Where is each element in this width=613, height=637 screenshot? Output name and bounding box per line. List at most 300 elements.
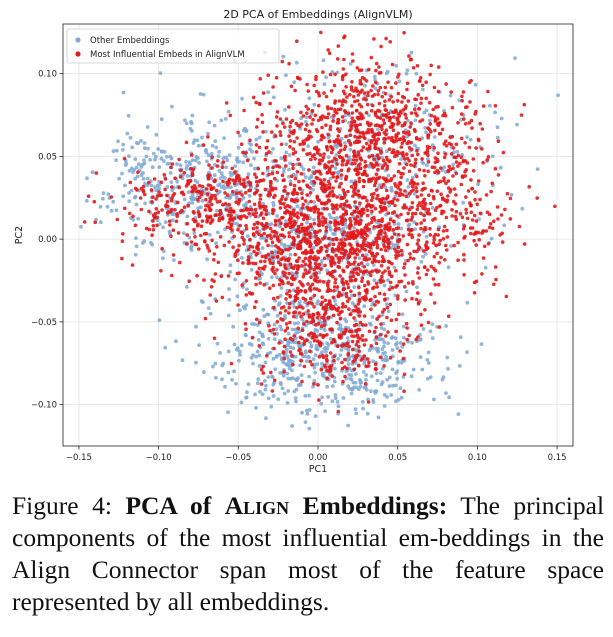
data-point xyxy=(265,354,269,358)
data-point xyxy=(457,154,461,158)
data-point xyxy=(329,260,333,264)
data-point xyxy=(262,178,266,182)
data-point xyxy=(135,203,139,207)
data-point xyxy=(390,86,394,90)
data-point xyxy=(364,323,368,327)
data-point xyxy=(293,295,297,299)
data-point xyxy=(414,161,418,165)
data-point xyxy=(351,247,355,251)
data-point xyxy=(417,233,421,237)
data-point xyxy=(307,313,311,317)
data-point xyxy=(282,351,286,355)
x-tick-label: 0.05 xyxy=(388,453,408,463)
data-point xyxy=(353,294,357,298)
data-point xyxy=(356,116,360,120)
data-point xyxy=(383,100,387,104)
data-point xyxy=(224,117,228,121)
data-point xyxy=(333,261,337,265)
data-point xyxy=(456,121,460,125)
data-point xyxy=(536,167,540,171)
data-point xyxy=(271,85,275,89)
data-point xyxy=(304,349,308,353)
data-point xyxy=(358,298,362,302)
data-point xyxy=(357,345,361,349)
data-point xyxy=(344,100,348,104)
data-point xyxy=(422,111,426,115)
data-point xyxy=(261,308,265,312)
data-point xyxy=(376,93,380,97)
data-point xyxy=(292,80,296,84)
data-point xyxy=(437,65,441,69)
data-point xyxy=(444,324,448,328)
data-point xyxy=(387,136,391,140)
data-point xyxy=(434,208,438,212)
data-point xyxy=(303,355,307,359)
data-point xyxy=(194,219,198,223)
data-point xyxy=(317,223,321,227)
data-point xyxy=(370,141,374,145)
data-point xyxy=(378,292,382,296)
data-point xyxy=(157,190,161,194)
data-point xyxy=(312,200,316,204)
data-point xyxy=(383,308,387,312)
data-point xyxy=(363,248,367,252)
data-point xyxy=(324,299,328,303)
data-point xyxy=(344,135,348,139)
data-point xyxy=(208,233,212,237)
data-point xyxy=(377,65,381,69)
data-point xyxy=(336,175,340,179)
data-point xyxy=(339,353,343,357)
data-point xyxy=(402,31,406,35)
data-point xyxy=(270,251,274,255)
data-point xyxy=(371,163,375,167)
data-point xyxy=(296,158,300,162)
data-point xyxy=(159,269,163,273)
data-point xyxy=(263,260,267,264)
data-point xyxy=(291,212,295,216)
data-point xyxy=(461,201,465,205)
data-point xyxy=(446,194,450,198)
data-point xyxy=(120,257,124,261)
data-point xyxy=(375,372,379,376)
data-point xyxy=(255,245,259,249)
data-point xyxy=(353,367,357,371)
data-point xyxy=(333,84,337,88)
data-point xyxy=(163,346,167,350)
data-point xyxy=(242,178,246,182)
data-point xyxy=(456,150,460,154)
data-point xyxy=(323,178,327,182)
data-point xyxy=(253,322,257,326)
data-point xyxy=(321,237,325,241)
data-point xyxy=(266,166,270,170)
data-point xyxy=(480,147,484,151)
data-point xyxy=(178,261,182,265)
data-point xyxy=(214,241,218,245)
data-point xyxy=(494,104,498,108)
data-point xyxy=(364,378,368,382)
data-point xyxy=(111,200,115,204)
data-point xyxy=(350,252,354,256)
data-point xyxy=(312,313,316,317)
data-point xyxy=(407,334,411,338)
data-point xyxy=(226,183,230,187)
data-point xyxy=(366,357,370,361)
data-point xyxy=(409,218,413,222)
data-point xyxy=(414,98,418,102)
data-point xyxy=(264,256,268,260)
data-point xyxy=(337,222,341,226)
data-point xyxy=(315,287,319,291)
data-point xyxy=(170,185,174,189)
data-point xyxy=(425,273,429,277)
data-point xyxy=(172,228,176,232)
data-point xyxy=(302,322,306,326)
data-point xyxy=(389,356,393,360)
data-point xyxy=(414,72,418,76)
data-point xyxy=(385,167,389,171)
data-point xyxy=(213,194,217,198)
data-point xyxy=(206,132,210,136)
data-point xyxy=(304,105,308,109)
data-point xyxy=(329,221,333,225)
data-point xyxy=(324,365,328,369)
data-point xyxy=(304,199,308,203)
data-point xyxy=(340,293,344,297)
data-point xyxy=(310,363,314,367)
data-point xyxy=(413,227,417,231)
data-point xyxy=(352,226,356,230)
data-point xyxy=(296,192,300,196)
data-point xyxy=(350,334,354,338)
data-point xyxy=(346,336,350,340)
data-point xyxy=(293,322,297,326)
data-point xyxy=(445,229,449,233)
data-point xyxy=(474,110,478,114)
data-point xyxy=(236,131,240,135)
data-point xyxy=(393,247,397,251)
data-point xyxy=(248,208,252,212)
data-point xyxy=(386,330,390,334)
data-point xyxy=(168,223,172,227)
data-point xyxy=(323,190,327,194)
data-point xyxy=(432,146,436,150)
data-point xyxy=(390,122,394,126)
data-point xyxy=(283,155,287,159)
data-point xyxy=(448,190,452,194)
data-point xyxy=(197,247,201,251)
data-point xyxy=(455,172,459,176)
data-point xyxy=(305,320,309,324)
data-point xyxy=(99,220,103,224)
caption-title-smallcaps: Align xyxy=(224,491,290,520)
data-point xyxy=(298,280,302,284)
data-point xyxy=(195,139,199,143)
data-point xyxy=(413,130,417,134)
data-point xyxy=(292,311,296,315)
data-point xyxy=(215,299,219,303)
data-point xyxy=(306,144,310,148)
data-point xyxy=(304,290,308,294)
data-point xyxy=(279,206,283,210)
data-point xyxy=(408,208,412,212)
data-point xyxy=(462,90,466,94)
data-point xyxy=(363,343,367,347)
data-point xyxy=(372,225,376,229)
data-point xyxy=(391,348,395,352)
data-point xyxy=(202,278,206,282)
data-point xyxy=(115,149,119,153)
caption-title-suffix: Embeddings: xyxy=(302,491,448,520)
data-point xyxy=(441,128,445,132)
data-point xyxy=(496,217,500,221)
data-point xyxy=(379,116,383,120)
data-point xyxy=(176,201,180,205)
data-point xyxy=(334,179,338,183)
data-point xyxy=(215,189,219,193)
data-point xyxy=(351,59,355,63)
data-point xyxy=(289,139,293,143)
data-point xyxy=(353,256,357,260)
data-point xyxy=(390,125,394,129)
data-point xyxy=(410,51,414,55)
data-point xyxy=(229,114,233,118)
data-point xyxy=(288,289,292,293)
data-point xyxy=(364,382,368,386)
data-point xyxy=(253,172,257,176)
data-point xyxy=(339,333,343,337)
data-point xyxy=(152,214,156,218)
data-point xyxy=(292,147,296,151)
data-point xyxy=(395,135,399,139)
data-point xyxy=(447,186,451,190)
data-point xyxy=(190,185,194,189)
data-point xyxy=(307,355,311,359)
data-point xyxy=(365,199,369,203)
x-tick-label: −0.05 xyxy=(225,453,252,463)
data-point xyxy=(235,250,239,254)
data-point xyxy=(472,157,476,161)
data-point xyxy=(343,365,347,369)
data-point xyxy=(460,183,464,187)
data-point xyxy=(374,81,378,85)
data-point xyxy=(248,189,252,193)
data-point xyxy=(417,238,421,242)
data-point xyxy=(325,303,329,307)
data-point xyxy=(336,134,340,138)
data-point xyxy=(362,240,366,244)
data-point xyxy=(420,157,424,161)
data-point xyxy=(256,377,260,381)
data-point xyxy=(231,245,235,249)
data-point xyxy=(324,75,328,79)
data-point xyxy=(371,84,375,88)
data-point xyxy=(269,181,273,185)
data-point xyxy=(443,258,447,262)
data-point xyxy=(433,301,437,305)
data-point xyxy=(487,242,491,246)
data-point xyxy=(393,266,397,270)
data-point xyxy=(258,194,262,198)
data-point xyxy=(370,109,374,113)
data-point xyxy=(352,158,356,162)
data-point xyxy=(408,146,412,150)
data-point xyxy=(390,236,394,240)
data-point xyxy=(327,254,331,258)
data-point xyxy=(260,368,264,372)
data-point xyxy=(350,123,354,127)
data-point xyxy=(450,208,454,212)
data-point xyxy=(279,381,283,385)
data-point xyxy=(342,331,346,335)
data-point xyxy=(95,171,99,175)
data-point xyxy=(330,374,334,378)
data-point xyxy=(334,166,338,170)
data-point xyxy=(213,173,217,177)
data-point xyxy=(286,401,290,405)
data-point xyxy=(473,190,477,194)
data-point xyxy=(169,166,173,170)
data-point xyxy=(374,207,378,211)
data-point xyxy=(271,201,275,205)
data-point xyxy=(408,125,412,129)
data-point xyxy=(247,255,251,259)
data-point xyxy=(259,213,263,217)
data-point xyxy=(328,183,332,187)
data-point xyxy=(133,157,137,161)
data-point xyxy=(386,238,390,242)
data-point xyxy=(214,272,218,276)
data-point xyxy=(242,242,246,246)
data-point xyxy=(346,190,350,194)
data-point xyxy=(253,223,257,227)
data-point xyxy=(432,238,436,242)
data-point xyxy=(426,126,430,130)
data-point xyxy=(180,191,184,195)
data-point xyxy=(363,265,367,269)
data-point xyxy=(333,367,337,371)
data-point xyxy=(221,362,225,366)
data-point xyxy=(297,290,301,294)
data-point xyxy=(325,354,329,358)
data-point xyxy=(475,203,479,207)
data-point xyxy=(161,226,165,230)
data-point xyxy=(406,82,410,86)
data-point xyxy=(205,160,209,164)
data-point xyxy=(276,255,280,259)
data-point xyxy=(254,101,258,105)
caption-body: The principal components of the most influential em-beddings in the Align Connector span most of the feature space represented by all embeddings. xyxy=(12,491,605,616)
data-point xyxy=(346,231,350,235)
data-point xyxy=(280,249,284,253)
data-point xyxy=(433,255,437,259)
data-point xyxy=(300,264,304,268)
data-point xyxy=(294,177,298,181)
data-point xyxy=(300,380,304,384)
data-point xyxy=(379,333,383,337)
data-point xyxy=(396,198,400,202)
data-point xyxy=(389,218,393,222)
data-point xyxy=(433,129,437,133)
data-point xyxy=(306,152,310,156)
data-point xyxy=(446,235,450,239)
data-point xyxy=(240,215,244,219)
data-point xyxy=(242,305,246,309)
data-point xyxy=(395,377,399,381)
data-point xyxy=(420,97,424,101)
data-point xyxy=(390,95,394,99)
data-point xyxy=(266,73,270,77)
data-point xyxy=(298,300,302,304)
data-point xyxy=(312,218,316,222)
data-point xyxy=(289,217,293,221)
data-point xyxy=(205,219,209,223)
data-point xyxy=(313,278,317,282)
data-point xyxy=(458,162,462,166)
data-point xyxy=(318,271,322,275)
data-point xyxy=(407,99,411,103)
data-point xyxy=(357,387,361,391)
data-point xyxy=(468,100,472,104)
data-point xyxy=(157,210,161,214)
data-point xyxy=(372,216,376,220)
data-point xyxy=(279,117,283,121)
data-point xyxy=(419,76,423,80)
data-point xyxy=(375,317,379,321)
data-point xyxy=(335,207,339,211)
data-point xyxy=(385,227,389,231)
data-point xyxy=(229,226,233,230)
data-point xyxy=(406,243,410,247)
data-point xyxy=(146,177,150,181)
data-point xyxy=(368,330,372,334)
data-point xyxy=(358,194,362,198)
data-point xyxy=(518,225,522,229)
data-point xyxy=(422,199,426,203)
data-point xyxy=(413,108,417,112)
data-point xyxy=(163,150,167,154)
data-point xyxy=(302,148,306,152)
data-point xyxy=(222,160,226,164)
data-point xyxy=(274,187,278,191)
data-point xyxy=(246,234,250,238)
data-point xyxy=(492,283,496,287)
data-point xyxy=(213,178,217,182)
data-point xyxy=(362,370,366,374)
data-point xyxy=(424,228,428,232)
data-point xyxy=(322,152,326,156)
data-point xyxy=(358,256,362,260)
data-point xyxy=(206,173,210,177)
data-point xyxy=(421,84,425,88)
data-point xyxy=(264,239,268,243)
data-point xyxy=(392,197,396,201)
data-point xyxy=(444,244,448,248)
data-point xyxy=(308,115,312,119)
data-point xyxy=(307,96,311,100)
data-point xyxy=(284,362,288,366)
data-point xyxy=(238,179,242,183)
data-point xyxy=(379,86,383,90)
data-point xyxy=(189,127,193,131)
data-point xyxy=(376,350,380,354)
data-point xyxy=(283,185,287,189)
data-point xyxy=(456,258,460,262)
data-point xyxy=(284,267,288,271)
data-point xyxy=(333,340,337,344)
data-point xyxy=(379,248,383,252)
